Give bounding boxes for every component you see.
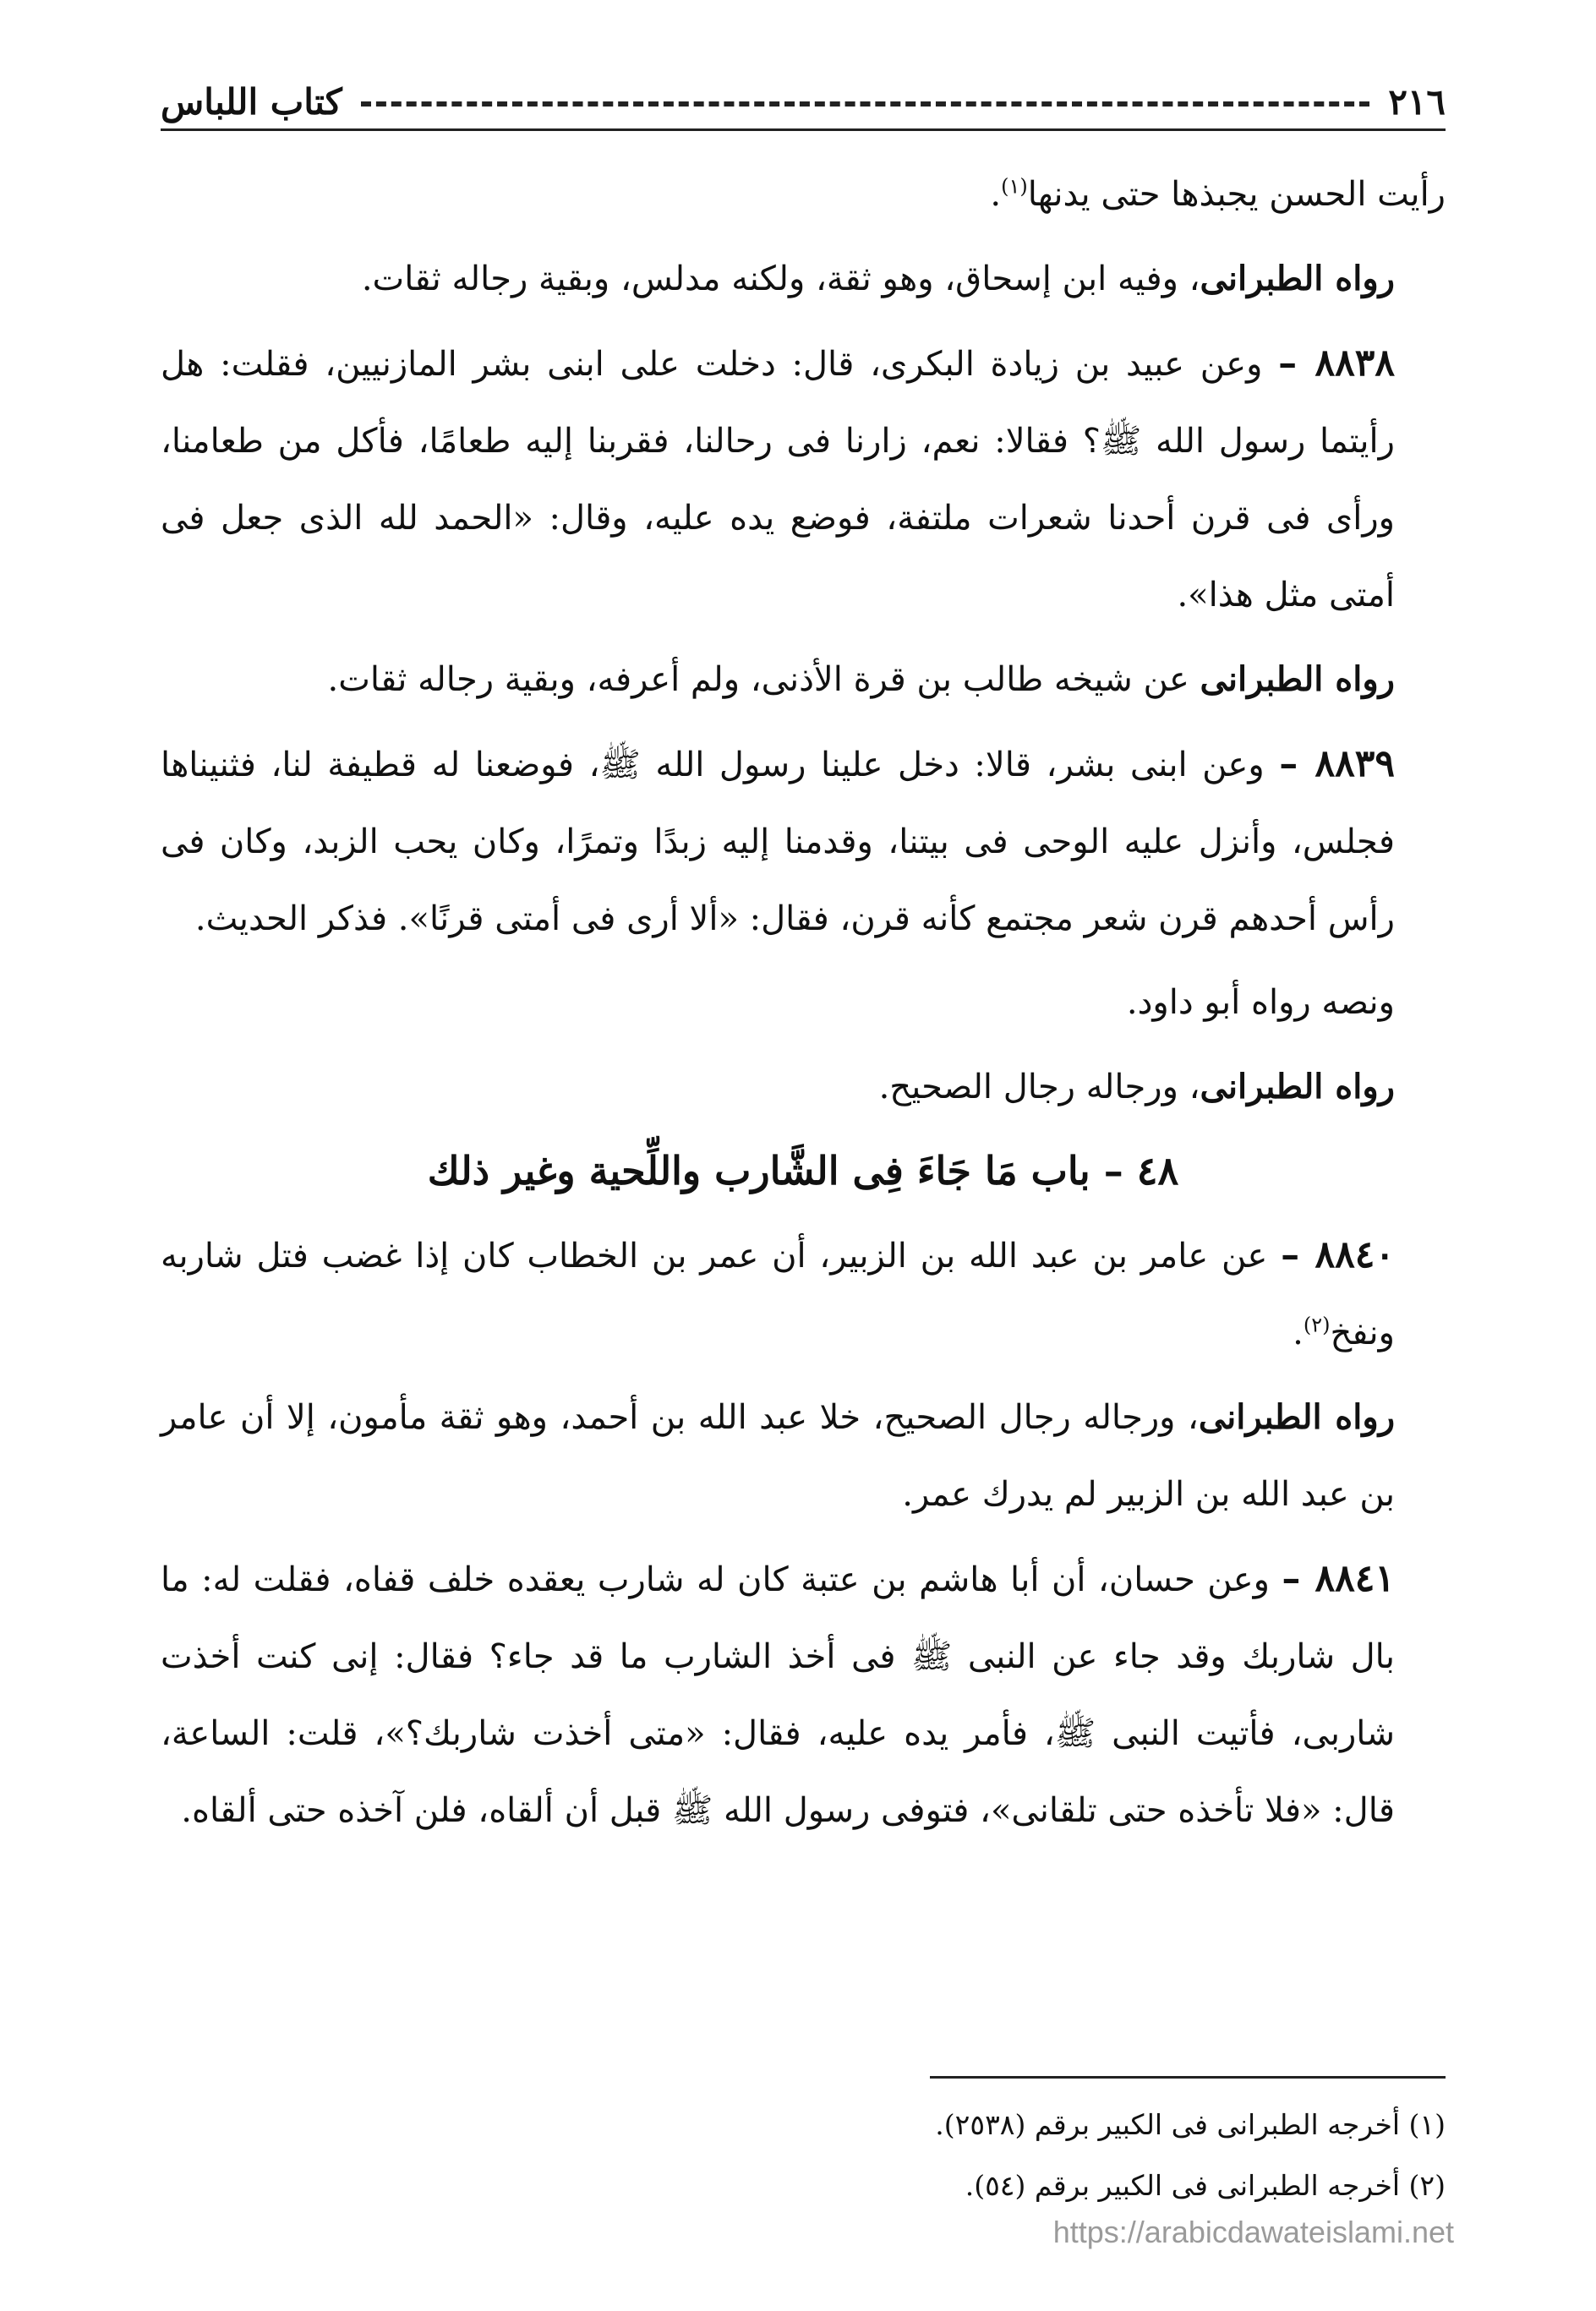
book-title: كتاب اللباس [161, 80, 342, 123]
narrator-label: رواه الطبرانى [1200, 1067, 1395, 1106]
hadith-8839: ٨٨٣٩ – وعن ابنى بشر، قالا: دخل علينا رسول الله ﷺ، فوضعنا له قطيفة لنا، فثنيناها فجلس، وأنزل عليه الوحى فى بيتنا، وقدمنا إليه زبدًا وتمرًا، وكان يحب الزبد، وكان فى رأس أحدهم قرن شعر مجتمع كأنه قرن، فقال: «ألا أرى فى أمتى قرنًا». فذكر الحديث. [161, 742, 1395, 938]
footnote-ref: (١) [1001, 174, 1028, 199]
paragraph: ونصه رواه أبو داود. [1126, 983, 1395, 1022]
hadith-number: ٨٨٤١ – [1282, 1557, 1395, 1600]
narrator-label: رواه الطبرانى [1198, 1397, 1396, 1437]
paragraph: رواه الطبرانى، ورجاله رجال الصحيح، خلا عبد الله بن أحمد، وهو ثقة مأمون، إلا أن عامر بن عبد الله بن الزبير لم يدرك عمر. [161, 1397, 1396, 1514]
hadith-number: ٨٨٤٠ – [1281, 1233, 1395, 1276]
narrator-label: رواه الطبرانى [1200, 659, 1395, 699]
footnote-1: (١) أخرجه الطبرانى فى الكبير برقم (٢٥٣٨). [935, 2108, 1446, 2141]
paragraph: رواه الطبرانى عن شيخه طالب بن قرة الأذنى، ولم أعرفه، وبقية رجاله ثقات. [327, 659, 1395, 699]
paragraph: رأيت الحسن يجبذها حتى يدنها$^{(١)}$. [990, 174, 1446, 214]
hadith-8840: ٨٨٤٠ – عن عامر بن عبد الله بن الزبير، أن عمر بن الخطاب كان إذا غضب فتل شاربه ونفخ$^{(٢)}$. [161, 1233, 1395, 1352]
footnote-ref: (٢) [1303, 1313, 1331, 1337]
running-header [161, 76, 1446, 127]
hadith-number: ٨٨٣٨ – [1278, 341, 1395, 385]
main-text [161, 156, 1446, 1856]
footnote-rule [930, 2076, 1446, 2079]
hadith-8838: ٨٨٣٨ – وعن عبيد بن زيادة البكرى، قال: دخلت على ابنى بشر المازنيين، فقلت: هل رأيتما رسول الله ﷺ؟ فقالا: نعم، زارنا فى رحالنا، فقربنا إليه طعامًا، فأكل من طعامنا، ورأى فى قرن أحدنا شعرات ملتفة، فوضع يده عليه، وقال: «الحمد لله الذى جعل فى أمتى مثل هذا». [161, 341, 1395, 615]
paragraph: رواه الطبرانى، ورجاله رجال الصحيح. [878, 1067, 1395, 1106]
footnote-2: (٢) أخرجه الطبرانى فى الكبير برقم (٥٤). [965, 2169, 1446, 2202]
header-rule [161, 128, 1446, 131]
chapter-heading: ٤٨ – باب مَا جَاءَ فِى الشَّارب واللِّحية وغير ذلك [427, 1148, 1179, 1194]
watermark-url: https://arabicdawateislami.net [1052, 2215, 1454, 2249]
hadith-8841: ٨٨٤١ – وعن حسان، أن أبا هاشم بن عتبة كان له شارب يعقده خلف قفاه، فقلت له: ما بال شاربك وقد جاء عن النبى ﷺ فى أخذ الشارب ما قد جاء؟ فقال: إنى كنت أخذت شاربى، فأتيت النبى ﷺ، فأمر يده عليه، فقال: «متى أخذت شاربك؟»، قلت: الساعة، قال: «فلا تأخذه حتى تلقانى»، فتوفى رسول الله ﷺ قبل أن ألقاه، فلن آخذه حتى ألقاه. [161, 1557, 1395, 1830]
page-number: ٢١٦ [1388, 80, 1446, 123]
header-dash-line [361, 101, 1370, 107]
paragraph: رواه الطبرانى، وفيه ابن إسحاق، وهو ثقة، ولكنه مدلس، وبقية رجاله ثقات. [361, 259, 1395, 298]
footnotes [161, 2095, 1446, 2216]
hadith-number: ٨٨٣٩ – [1279, 742, 1395, 785]
narrator-label: رواه الطبرانى [1200, 259, 1395, 298]
